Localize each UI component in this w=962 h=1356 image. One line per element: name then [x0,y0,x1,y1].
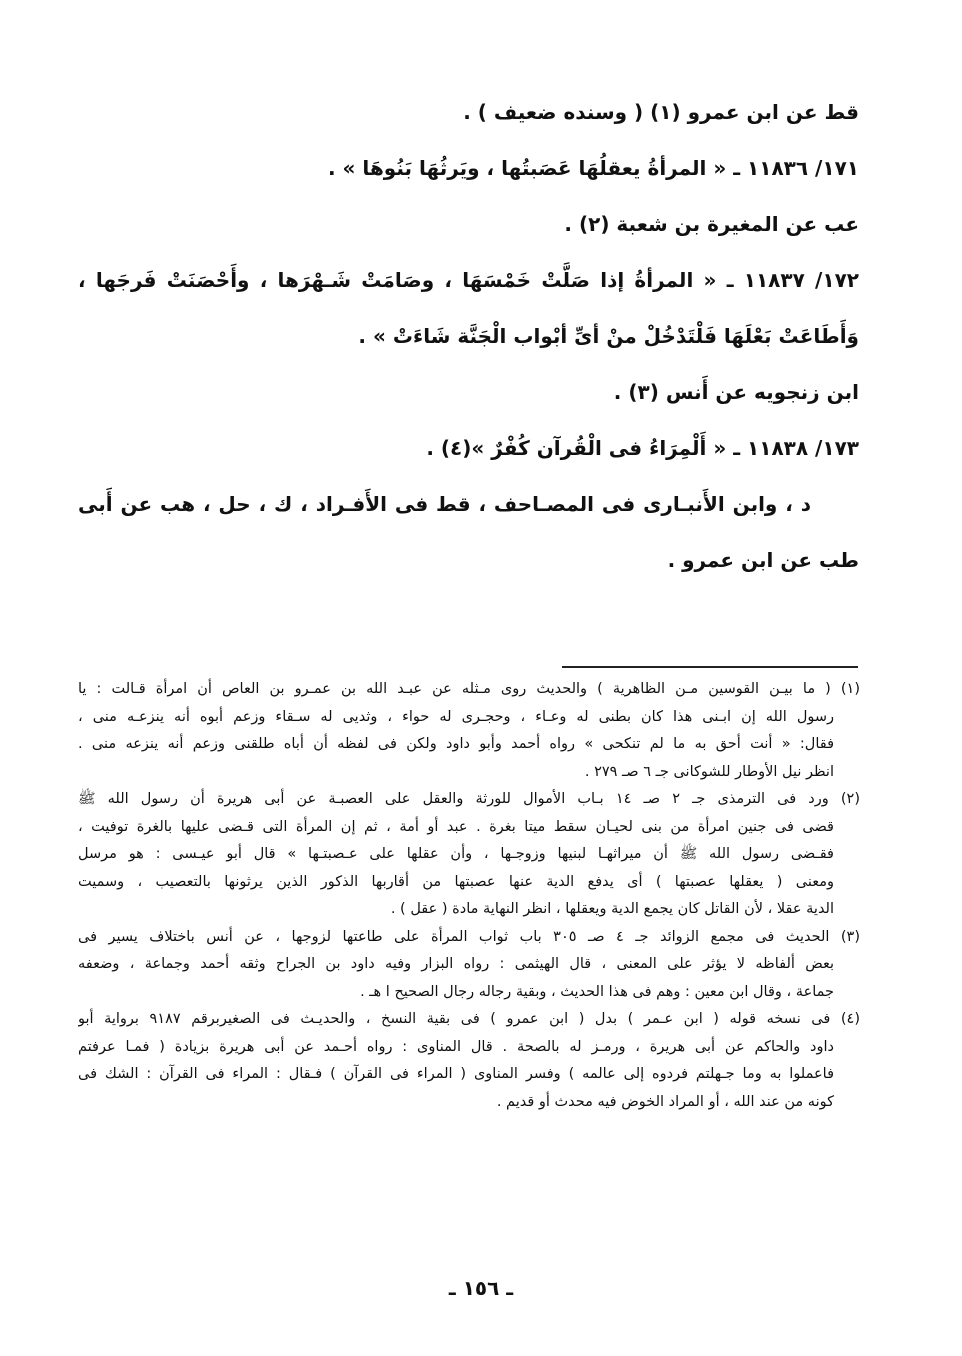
footnote-line: (٤) فى نسخه قوله ( ابن عـمر ) بدل ( ابن عمرو ) فى بقية النسخ ، والحديـث فى الصغيربرقم ٩١٨٧ برواية أبو [78,1011,860,1027]
main-text [78,84,859,588]
footnote-line: فقـضى رسول الله ﷺ أن ميراثهـا لبنيها وزوجـها ، وأن عقلها على عـصبتـها » قال أبو عيـسى : هو مرسل [78,846,834,862]
footnote-line: ومعنى ( يعقلها عصبتها ) أى يدفع الدية عنها عصبتها من أقاربها الذكور الذين يرثونها بالتعصيب ، وسميت [78,873,834,890]
footnote-line: الدية عقلا ، لأن القاتل كان يجمع الدية ويعقلها ، انظر النهاية مادة ( عقل ) . [390,901,834,917]
hadith-source-line: طب عن ابن عمرو . [667,548,859,572]
footnote-divider [562,666,858,668]
footnote-line: (٢) ورد فى الترمذى جـ ٢ صـ ١٤ بـاب الأموال للورثة والعقل على العصبـة عن أبى هريرة أن رسول الله ﷺ [78,791,860,807]
footnote-line: بعض ألفاظه لا يؤثر على المعنى ، قال الهيثمى : رواه البزار وفيه داود بن الجراح وثقه أحمد وجماعة ، وضعفه [78,956,834,972]
page-number: ـ ١٥٦ ـ [448,1276,514,1300]
footnote-line: انظر نيل الأوطار للشوكانى جـ ٦ صـ ٢٧٩ . [584,763,834,780]
hadith-text-line: وَأَطَاعَتْ بَعْلَهَا فَلْتَدْخُلْ منْ أىِّ أبْواب الْجَنَّة شَاءَتْ » . [358,324,859,348]
hadith-text-line: ١٧١/ ١١٨٣٦ ـ « المرأةُ يعقلُهَا عَصَبتُها ، ويَرثُهَا بَنُوهَا » . [327,156,859,180]
hadith-source-line: قط عن ابن عمرو (١) ( وسنده ضعيف ) . [463,100,859,124]
footnote-line: فاعملوا به وما جـهلتم فردوه إلى عالمه ) وفسر المناوى ( المراء فى القرآن ) فـقال : المراء فى القرآن : الشك فى [78,1066,834,1082]
footnote-line: جماعة ، وقال ابن معين : وهم فى هذا الحديث ، وبقية رجاله رجال الصحيح ا هـ . [360,983,834,1000]
footnote-line: (١) ( ما بيـن القوسين مـن الظاهرية ) والحديث روى مـثله عن عبـد الله بن عمـرو بن العاص أن امرأة قـالت : يا [78,681,860,697]
hadith-source-line: ابن زنجويه عن أَنس (٣) . [613,380,859,404]
footnote-line: كونه من عند الله ، أو المراد الخوض فيه محدث أو قديم . [496,1093,834,1110]
footnote-line: فقال: « أنت أحق به ما لم تنكحى » رواه أحمد وأبو داود ولكن فى لفظه أن أباه طلقنى وزعم أنه ينزعه منى . [78,736,834,752]
hadith-text-line: ١٧٣/ ١١٨٣٨ ـ « أَلْمِرَاءُ فى الْقُرآن كُفْرٌ »(٤) . [426,436,859,460]
hadith-text-line: ١٧٢/ ١١٨٣٧ ـ « المرأةُ إذا صَلَّتْ خَمْسَهَا ، وصَامَتْ شَـهْرَها ، وأَحْصَنَتْ فَرجَها ، [78,268,859,292]
footnote-line: (٣) الحديث فى مجمع الزوائد جـ ٤ صـ ٣٠٥ باب ثواب المرأة على طاعتها لزوجها ، عن أنس باختلاف يسير فى [78,928,860,945]
hadith-source-line: عب عن المغيرة بن شعبة (٢) . [564,212,859,236]
footnote-line: داود والحاكم عن أبى هريرة ، ورمـز له بالصحة . قال المناوى : رواه أحـمد عن أبى هريرة بزيادة ( فمـا عرفتم [78,1038,834,1055]
hadith-source-line: د ، وابن الأَنبـارى فى المصـاحف ، قط فى الأَفـراد ، ك ، حل ، هب عن أَبى [78,492,811,516]
footnote-line: رسول الله إن ابـنى هذا كان بطنى له وعـاء ، وحجـرى له حواء ، وثديى له سـقاء وزعم أبوه أنه ينزعـه منى ، [78,708,834,725]
footnotes [78,676,860,1116]
footnote-line: قضى فى جنين امرأة من بنى لحيـان سقط ميتا بغرة . عبد أو أمة ، ثم إن المرأة التى قـضى عليها بالغرة توفيت ، [78,818,834,835]
